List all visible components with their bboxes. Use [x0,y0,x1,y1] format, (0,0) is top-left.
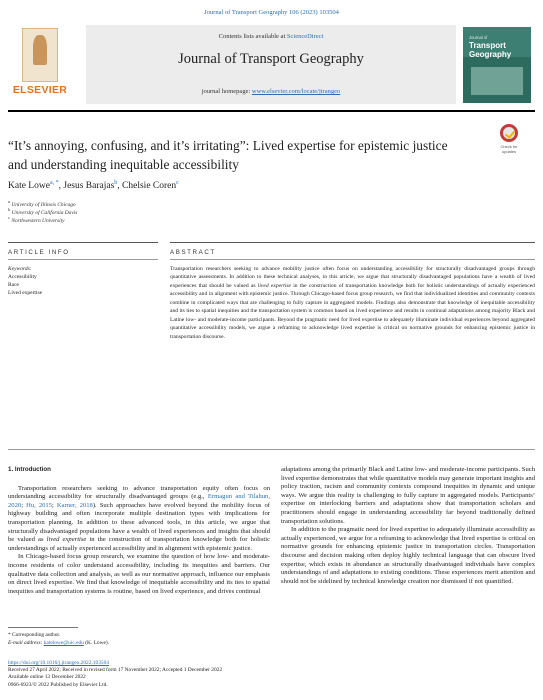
email-link[interactable]: katelowe@uic.edu [43,640,84,646]
section-heading: 1. Introduction [8,466,51,473]
sciencedirect-link[interactable]: ScienceDirect [286,33,324,40]
elsevier-tree-icon [22,28,58,82]
paragraph: adaptations among the primarily Black and Latine low- and moderate-income participants. Such lived expertise demonstrates that while quantitative models may generate important insights and policy traction, racism and community contexts compound inequities in dynamic and unique ways. We argue this reality is challenging to fully capture in aggregated models. Participants’ expertise on interlocking barriers and adaptations show that transportation scholars and practitioners should engage in understanding accessibility far beyond traditionally defined transportation solutions. [281,466,535,525]
affiliation: $^a$ University of Illinois Chicago [8,199,76,208]
keyword: Race [8,282,19,288]
contents-prefix: Contents lists available at [218,33,287,40]
article-title: “It’s annoying, confusing, and it’s irritating”: Lived expertise for epistemic justice and understanding inequitable accessibility [8,138,448,172]
banner-center-panel [86,25,456,104]
keywords-label: Keywords: [8,266,32,272]
journal-banner [8,25,535,104]
online-date: Available online 13 December 2022 [8,674,86,681]
doi-link[interactable]: https://doi.org/10.1016/j.jtrangeo.2022.103504 [8,660,109,666]
author-sup[interactable]: b [114,180,118,186]
article-info-rule [8,242,158,243]
article-footer [8,660,222,689]
journal-homepage-link[interactable]: www.elsevier.com/locate/jtrangeo [251,88,341,95]
abstract-subrule [170,259,535,260]
paragraph: In addition to the pragmatic need for lived expertise to adequately illuminate accessibility as actually experienced, we argue for a reframing to acknowledge that lived expertise is critical on normative grounds for enhancing epistemic justice in transportation circles. Transportation discourse and decision making often deploy highly technical language that can obscure lived expertise, which exists in abundance as structurally disadvantaged individuals have complex understandings of and adaptations to existing conditions. These experiences merit attention and should not be sidelined by technical knowledge creation nor dismissed if not quantified. [281,526,535,585]
elsevier-wordmark: ELSEVIER [12,84,68,96]
article-info-subrule [8,259,158,260]
author-list: Kate Lowe$^{a, *}$, Jesus Barajas$^b$, Chelsie Coren$^c$ [8,180,179,192]
paragraph: In Chicago-based focus group research, we examine the question of how low- and moderate-income residents of color understand accessibility, including its inequities and barriers. Our qualitative data collection and analysis, as well as our normative approach, influence our emphasis on direct lived expertise. We find that knowledge of inequitable accessibility and its ties to spatial inequities and transportation systems is routine, based on lived experience, and drives continual [8,553,270,595]
elsevier-logo[interactable] [10,28,70,98]
journal-cover-thumbnail[interactable] [463,27,531,103]
cover-small-text: Journal of [469,35,488,40]
footnote-rule [8,627,78,628]
author-name[interactable]: Chelsie Coren [122,181,177,192]
keyword: Accessibility [8,274,37,280]
check-for-updates-button[interactable] [492,124,526,158]
right-column [281,466,535,586]
paragraph: Transportation researchers seeking to advance transportation equity often focus on understanding accessibility for structurally disadvantaged groups (e.g., Ermagun and Tilahun, 2020; Hu, 2015; Karner, 2018). Such approaches have evolved beyond the mobility focus of highway building and often incorporate multiple destination types with implications for transportation planning. In addition to these advanced tools, in this article, we argue that structurally disadvantaged populations have a wealth of lived experiences and insights that should be valued as lived expertise in the construction of transportation knowledge both for holistic understandings of actually experienced accessibility and in alignment with epistemic justice. [8,484,270,552]
abstract-bottom-rule [8,449,535,450]
cover-title: Transport Geography [469,41,512,59]
abstract-heading: ABSTRACT [170,249,216,256]
copyright: 0966-6923/© 2022 Published by Elsevier Ltd. [8,681,108,688]
header-divider [8,110,535,112]
email-label: E-mail address: [8,640,44,646]
citation-link[interactable]: Karner, 2018 [56,501,93,509]
keyword: Lived expertise [8,290,43,296]
citation-link[interactable]: Ermagun and Tilahun, 2020 [8,493,270,509]
left-column [8,466,270,596]
check-updates-icon [500,124,518,142]
article-info-heading: ARTICLE INFO [8,249,70,256]
journal-title: Journal of Transport Geography [178,51,364,67]
homepage-prefix: journal homepage: [201,88,252,95]
received-dates: Received 27 April 2022; Received in revised form 17 November 2022; Accepted 1 December 2022 [8,667,223,674]
journal-reference[interactable]: Journal of Transport Geography 106 (2023) 103504 [204,9,339,16]
abstract-text: Transportation researchers seeking to advance mobility justice often focus on understanding accessibility for structurally disadvantaged groups through quantitative assessments. In addition to these technical analyses, in this article, we argue that structurally disadvantaged populations have a wealth of lived experiences that should be valued as lived expertise in the construction of transportation knowledge both for holistic understandings of actually experienced accessibility and in alignment with epistemic justice. Through Chicago-based focus group research, we find that individualized identities and community contexts combine in complicated ways that are challenging to fully capture in aggregated models. Findings also demonstrate that knowledge of inequitable accessibility and its ties to spatial inequities and the transportation system is common based on lived experience and results in continual adaptations among majority Black and Latine low- and moderate-income participants. Beyond the pragmatic need for lived expertise to adequately illuminate individual experiences beyond aggregated quantitative accessibility models, we argue a reframing to acknowledge lived expertise is critical on normative grounds for enhancing epistemic justice in transportation discourse. [170,266,535,340]
citation-link[interactable]: Hu, 2015 [26,501,53,509]
author-name[interactable]: Kate Lowe [8,181,50,192]
journal-homepage-line [86,88,456,95]
author-sup[interactable]: a, * [49,180,59,186]
cover-image [471,67,523,95]
contents-line [86,33,456,40]
author-sup[interactable]: c [176,180,179,186]
affiliation: $^c$ Northwestern University [8,215,65,224]
footnote [8,631,109,647]
email-line: E-mail address: katelowe@uic.edu (K. Lowe). [8,640,110,646]
author-name[interactable]: Jesus Barajas [63,181,115,192]
corresponding-author: * Corresponding author. [8,632,61,638]
affiliation: $^b$ University of California Davis [8,207,78,216]
check-updates-label: Check for updates [500,144,518,154]
abstract-rule [170,242,535,243]
